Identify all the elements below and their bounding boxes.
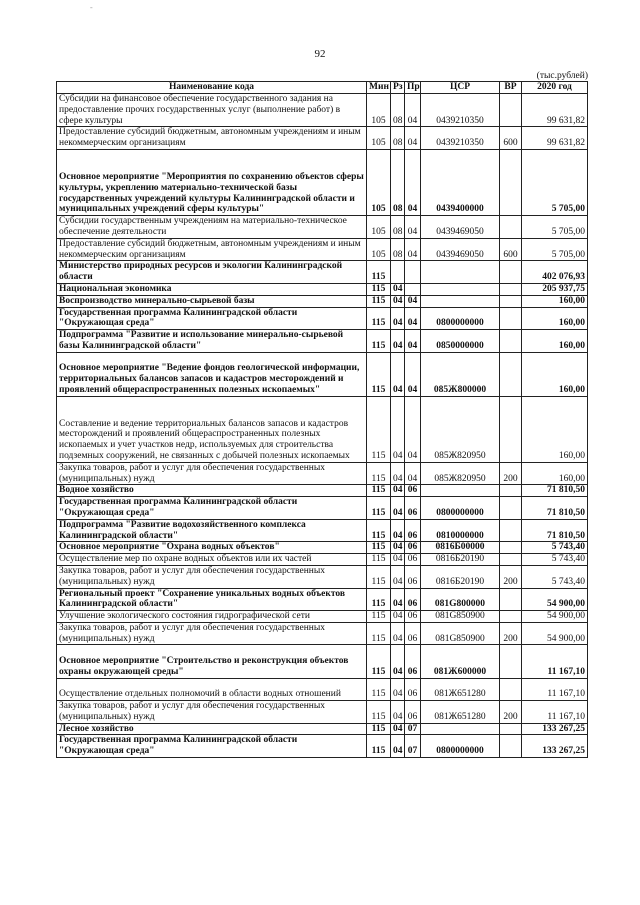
cell-pr: 06 bbox=[405, 588, 421, 611]
cell-name: Национальная экономика bbox=[57, 283, 367, 295]
cell-rz: 08 bbox=[391, 238, 405, 261]
cell-rz: 08 bbox=[391, 149, 405, 215]
cell-vr: 600 bbox=[500, 127, 522, 150]
cell-name: Государственная программа Калининградской области "Окружающая среда" bbox=[57, 497, 367, 520]
cell-pr: 06 bbox=[405, 701, 421, 724]
cell-vr bbox=[500, 611, 522, 623]
cell-min: 115 bbox=[367, 330, 391, 353]
cell-sum: 160,00 bbox=[522, 396, 588, 462]
cell-sum: 99 631,82 bbox=[522, 127, 588, 150]
cell-pr: 06 bbox=[405, 519, 421, 542]
cell-sum: 160,00 bbox=[522, 295, 588, 307]
cell-csr bbox=[421, 485, 500, 497]
cell-sum: 71 810,50 bbox=[522, 497, 588, 520]
cell-vr bbox=[500, 330, 522, 353]
cell-sum: 133 267,25 bbox=[522, 723, 588, 735]
cell-name: Субсидии государственным учреждениям на материально-техническое обеспечение деятельности bbox=[57, 216, 367, 239]
cell-name: Составление и ведение территориальных балансов запасов и кадастров месторождений и проявлений общераспространенных полезных ископаемых и учет участков недр, используемых для строительства подземных сооружений, не связанных с добычей полезных ископаемых bbox=[57, 396, 367, 462]
cell-sum: 160,00 bbox=[522, 330, 588, 353]
cell-csr: 0800000000 bbox=[421, 307, 500, 330]
page-number: 92 bbox=[314, 48, 326, 60]
cell-min: 105 bbox=[367, 238, 391, 261]
cell-vr bbox=[500, 261, 522, 284]
cell-name: Основное мероприятие "Ведение фондов геологической информации, территориальных балансов запасов и кадастров месторождений и проявлений общераспространенных полезных ископаемых" bbox=[57, 352, 367, 396]
table-row bbox=[57, 485, 588, 497]
cell-name: Закупка товаров, работ и услуг для обеспечения государственных (муниципальных) нужд bbox=[57, 701, 367, 724]
cell-name: Осуществление отдельных полномочий в области водных отношений bbox=[57, 679, 367, 701]
cell-min: 115 bbox=[367, 645, 391, 679]
cell-rz: 04 bbox=[391, 565, 405, 588]
cell-name: Государственная программа Калининградской области "Окружающая среда" bbox=[57, 735, 367, 758]
cell-rz: 04 bbox=[391, 645, 405, 679]
cell-rz: 04 bbox=[391, 554, 405, 566]
cell-pr: 04 bbox=[405, 127, 421, 150]
cell-vr bbox=[500, 149, 522, 215]
cell-sum: 160,00 bbox=[522, 352, 588, 396]
cell-pr: 04 bbox=[405, 94, 421, 127]
cell-min: 115 bbox=[367, 554, 391, 566]
table-row bbox=[57, 542, 588, 554]
cell-rz: 04 bbox=[391, 295, 405, 307]
table-row bbox=[57, 261, 588, 284]
cell-csr: 0439469050 bbox=[421, 238, 500, 261]
cell-sum: 54 900,00 bbox=[522, 611, 588, 623]
table-row bbox=[57, 519, 588, 542]
cell-name: Осуществление мер по охране водных объектов или их частей bbox=[57, 554, 367, 566]
cell-rz: 04 bbox=[391, 352, 405, 396]
table-row bbox=[57, 307, 588, 330]
cell-min: 115 bbox=[367, 679, 391, 701]
cell-rz: 04 bbox=[391, 622, 405, 645]
cell-sum: 11 167,10 bbox=[522, 679, 588, 701]
cell-name: Подпрограмма "Развитие и использование минерально-сырьевой базы Калининградской области" bbox=[57, 330, 367, 353]
cell-min: 115 bbox=[367, 485, 391, 497]
cell-csr: 085Ж800000 bbox=[421, 352, 500, 396]
cell-name: Министерство природных ресурсов и экологии Калининградской области bbox=[57, 261, 367, 284]
cell-name: Основное мероприятие "Охрана водных объектов" bbox=[57, 542, 367, 554]
cell-rz: 04 bbox=[391, 735, 405, 758]
cell-rz: 04 bbox=[391, 542, 405, 554]
cell-rz: 08 bbox=[391, 216, 405, 239]
cell-rz: 04 bbox=[391, 283, 405, 295]
cell-sum: 11 167,10 bbox=[522, 701, 588, 724]
cell-csr: 085Ж820950 bbox=[421, 396, 500, 462]
cell-name: Закупка товаров, работ и услуг для обеспечения государственных (муниципальных) нужд bbox=[57, 565, 367, 588]
table-row bbox=[57, 679, 588, 701]
cell-pr: 06 bbox=[405, 645, 421, 679]
cell-rz: 04 bbox=[391, 519, 405, 542]
cell-sum: 5 743,40 bbox=[522, 554, 588, 566]
cell-pr: 04 bbox=[405, 295, 421, 307]
cell-sum: 5 705,00 bbox=[522, 238, 588, 261]
header-csr: ЦСР bbox=[421, 82, 500, 94]
cell-pr: 06 bbox=[405, 485, 421, 497]
cell-vr: 600 bbox=[500, 238, 522, 261]
cell-csr: 0816Б20190 bbox=[421, 565, 500, 588]
cell-name: Подпрограмма "Развитие водохозяйственного комплекса Калининградской области" bbox=[57, 519, 367, 542]
table-row bbox=[57, 565, 588, 588]
table-row bbox=[57, 352, 588, 396]
cell-min: 115 bbox=[367, 497, 391, 520]
cell-csr: 081G800000 bbox=[421, 588, 500, 611]
cell-csr: 085Ж820950 bbox=[421, 462, 500, 485]
cell-vr bbox=[500, 588, 522, 611]
table-row bbox=[57, 283, 588, 295]
cell-vr bbox=[500, 735, 522, 758]
table-header-row bbox=[57, 82, 588, 94]
cell-min: 115 bbox=[367, 307, 391, 330]
table-row bbox=[57, 723, 588, 735]
cell-name: Улучшение экологического состояния гидрографической сети bbox=[57, 611, 367, 623]
cell-csr bbox=[421, 295, 500, 307]
table-row bbox=[57, 645, 588, 679]
cell-pr bbox=[405, 261, 421, 284]
cell-sum: 71 810,50 bbox=[522, 519, 588, 542]
cell-vr bbox=[500, 352, 522, 396]
cell-rz: 08 bbox=[391, 127, 405, 150]
cell-vr bbox=[500, 485, 522, 497]
cell-csr: 0439210350 bbox=[421, 127, 500, 150]
cell-min: 115 bbox=[367, 542, 391, 554]
cell-min: 115 bbox=[367, 283, 391, 295]
cell-sum: 5 705,00 bbox=[522, 216, 588, 239]
cell-min: 115 bbox=[367, 396, 391, 462]
cell-name: Водное хозяйство bbox=[57, 485, 367, 497]
cell-pr: 06 bbox=[405, 611, 421, 623]
cell-rz: 04 bbox=[391, 679, 405, 701]
cell-rz: 04 bbox=[391, 723, 405, 735]
cell-csr bbox=[421, 723, 500, 735]
cell-csr: 0810000000 bbox=[421, 519, 500, 542]
cell-pr: 06 bbox=[405, 554, 421, 566]
cell-min: 115 bbox=[367, 352, 391, 396]
table-row bbox=[57, 497, 588, 520]
cell-name: Региональный проект "Сохранение уникальных водных объектов Калининградской области" bbox=[57, 588, 367, 611]
cell-csr: 081G850900 bbox=[421, 611, 500, 623]
cell-pr: 06 bbox=[405, 679, 421, 701]
cell-min: 115 bbox=[367, 723, 391, 735]
cell-vr: 200 bbox=[500, 622, 522, 645]
cell-rz: 04 bbox=[391, 307, 405, 330]
cell-vr: 200 bbox=[500, 462, 522, 485]
cell-pr: 06 bbox=[405, 622, 421, 645]
table-row bbox=[57, 554, 588, 566]
cell-csr: 0816Б20190 bbox=[421, 554, 500, 566]
budget-table bbox=[56, 81, 588, 758]
cell-pr: 04 bbox=[405, 396, 421, 462]
table-row bbox=[57, 238, 588, 261]
cell-min: 115 bbox=[367, 622, 391, 645]
cell-min: 105 bbox=[367, 149, 391, 215]
cell-pr: 04 bbox=[405, 307, 421, 330]
cell-sum: 160,00 bbox=[522, 462, 588, 485]
cell-pr bbox=[405, 283, 421, 295]
cell-rz: 04 bbox=[391, 485, 405, 497]
table-row bbox=[57, 127, 588, 150]
cell-min: 115 bbox=[367, 701, 391, 724]
units-label: (тыс.рублей) bbox=[536, 71, 588, 81]
cell-csr: 0439469050 bbox=[421, 216, 500, 239]
cell-csr: 0850000000 bbox=[421, 330, 500, 353]
cell-name: Субсидии на финансовое обеспечение государственного задания на предоставление прочих государственных услуг (выполнение работ) в сфере культуры bbox=[57, 94, 367, 127]
cell-min: 115 bbox=[367, 735, 391, 758]
header-sum: 2020 год bbox=[522, 82, 588, 94]
table-row bbox=[57, 216, 588, 239]
cell-pr: 07 bbox=[405, 735, 421, 758]
cell-sum: 11 167,10 bbox=[522, 645, 588, 679]
cell-csr bbox=[421, 261, 500, 284]
cell-min: 105 bbox=[367, 127, 391, 150]
table-row bbox=[57, 462, 588, 485]
cell-csr: 0800000000 bbox=[421, 497, 500, 520]
cell-csr: 081G850900 bbox=[421, 622, 500, 645]
cell-rz: 04 bbox=[391, 497, 405, 520]
cell-csr: 0816Б00000 bbox=[421, 542, 500, 554]
cell-rz: 04 bbox=[391, 462, 405, 485]
table-row bbox=[57, 735, 588, 758]
cell-min: 115 bbox=[367, 588, 391, 611]
cell-vr bbox=[500, 554, 522, 566]
cell-sum: 54 900,00 bbox=[522, 622, 588, 645]
cell-pr: 04 bbox=[405, 330, 421, 353]
cell-csr: 0439210350 bbox=[421, 94, 500, 127]
header-min: Мин bbox=[367, 82, 391, 94]
cell-name: Государственная программа Калининградской области "Окружающая среда" bbox=[57, 307, 367, 330]
table-row bbox=[57, 396, 588, 462]
cell-sum: 133 267,25 bbox=[522, 735, 588, 758]
table-row bbox=[57, 701, 588, 724]
cell-name: Предоставление субсидий бюджетным, автономным учреждениям и иным некоммерческим организациям bbox=[57, 127, 367, 150]
cell-vr: 200 bbox=[500, 565, 522, 588]
cell-min: 105 bbox=[367, 216, 391, 239]
cell-min: 115 bbox=[367, 261, 391, 284]
cell-name: Предоставление субсидий бюджетным, автономным учреждениям и иным некоммерческим организациям bbox=[57, 238, 367, 261]
cell-vr bbox=[500, 679, 522, 701]
table-row bbox=[57, 149, 588, 215]
table-row bbox=[57, 295, 588, 307]
header-rz: Рз bbox=[391, 82, 405, 94]
cell-vr bbox=[500, 519, 522, 542]
cell-pr: 06 bbox=[405, 565, 421, 588]
page-mark: - bbox=[90, 3, 93, 12]
table-row bbox=[57, 611, 588, 623]
cell-csr bbox=[421, 283, 500, 295]
cell-name: Воспроизводство минерально-сырьевой базы bbox=[57, 295, 367, 307]
cell-csr: 0800000000 bbox=[421, 735, 500, 758]
cell-sum: 160,00 bbox=[522, 307, 588, 330]
cell-pr: 04 bbox=[405, 238, 421, 261]
cell-csr: 081Ж600000 bbox=[421, 645, 500, 679]
cell-pr: 04 bbox=[405, 149, 421, 215]
cell-min: 115 bbox=[367, 611, 391, 623]
cell-vr bbox=[500, 497, 522, 520]
cell-sum: 71 810,50 bbox=[522, 485, 588, 497]
cell-vr bbox=[500, 307, 522, 330]
cell-pr: 04 bbox=[405, 352, 421, 396]
cell-pr: 07 bbox=[405, 723, 421, 735]
cell-min: 115 bbox=[367, 462, 391, 485]
cell-sum: 54 900,00 bbox=[522, 588, 588, 611]
cell-sum: 5 743,40 bbox=[522, 542, 588, 554]
cell-pr: 06 bbox=[405, 542, 421, 554]
cell-sum: 5 705,00 bbox=[522, 149, 588, 215]
table-row bbox=[57, 330, 588, 353]
cell-min: 105 bbox=[367, 94, 391, 127]
cell-vr: 200 bbox=[500, 701, 522, 724]
cell-vr bbox=[500, 723, 522, 735]
cell-name: Лесное хозяйство bbox=[57, 723, 367, 735]
cell-vr bbox=[500, 396, 522, 462]
cell-name: Основное мероприятие "Мероприятия по сохранению объектов сферы культуры, укреплению материально-технической базы государственных учреждений культуры Калининградской области и муниципальных учреждений сферы культуры" bbox=[57, 149, 367, 215]
cell-sum: 5 743,40 bbox=[522, 565, 588, 588]
table-row bbox=[57, 94, 588, 127]
header-pr: Пр bbox=[405, 82, 421, 94]
cell-name: Основное мероприятие "Строительство и реконструкция объектов охраны окружающей среды" bbox=[57, 645, 367, 679]
cell-vr bbox=[500, 542, 522, 554]
table-row bbox=[57, 588, 588, 611]
cell-pr: 04 bbox=[405, 462, 421, 485]
cell-name: Закупка товаров, работ и услуг для обеспечения государственных (муниципальных) нужд bbox=[57, 462, 367, 485]
cell-min: 115 bbox=[367, 519, 391, 542]
cell-vr bbox=[500, 283, 522, 295]
cell-pr: 06 bbox=[405, 497, 421, 520]
cell-rz bbox=[391, 261, 405, 284]
cell-sum: 99 631,82 bbox=[522, 94, 588, 127]
cell-rz: 04 bbox=[391, 588, 405, 611]
cell-rz: 04 bbox=[391, 396, 405, 462]
cell-sum: 402 076,93 bbox=[522, 261, 588, 284]
cell-min: 115 bbox=[367, 295, 391, 307]
cell-pr: 04 bbox=[405, 216, 421, 239]
cell-name: Закупка товаров, работ и услуг для обеспечения государственных (муниципальных) нужд bbox=[57, 622, 367, 645]
cell-vr bbox=[500, 94, 522, 127]
header-vr: ВР bbox=[500, 82, 522, 94]
cell-vr bbox=[500, 295, 522, 307]
cell-csr: 0439400000 bbox=[421, 149, 500, 215]
cell-csr: 081Ж651280 bbox=[421, 679, 500, 701]
table-row bbox=[57, 622, 588, 645]
cell-rz: 04 bbox=[391, 611, 405, 623]
cell-rz: 04 bbox=[391, 701, 405, 724]
header-name: Наименование кода bbox=[57, 82, 367, 94]
cell-rz: 08 bbox=[391, 94, 405, 127]
cell-sum: 205 937,75 bbox=[522, 283, 588, 295]
cell-rz: 04 bbox=[391, 330, 405, 353]
cell-min: 115 bbox=[367, 565, 391, 588]
cell-vr bbox=[500, 645, 522, 679]
cell-csr: 081Ж651280 bbox=[421, 701, 500, 724]
cell-vr bbox=[500, 216, 522, 239]
